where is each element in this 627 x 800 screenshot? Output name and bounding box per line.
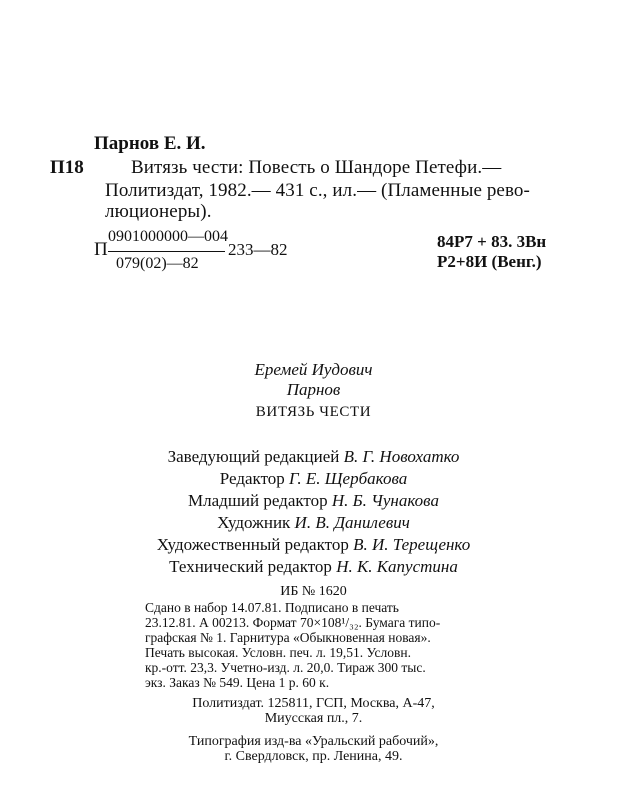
catalog-author: Парнов Е. И. [94, 133, 206, 154]
book-author-last: Парнов [286, 380, 341, 399]
fraction-numerator: 0901000000—004 [108, 228, 228, 245]
staff-name: В. Г. Новохатко [343, 447, 460, 466]
imprint-line: графская № 1. Гарнитура «Обыкновенная новая». [145, 630, 431, 645]
catalog-code: П18 [50, 157, 84, 178]
staff-name: В. И. Терещенко [353, 535, 471, 554]
staff-role: Художник [217, 513, 291, 532]
staff-line [0, 491, 627, 511]
staff-name: Н. К. Капустина [336, 557, 458, 576]
staff-role: Технический редактор [169, 557, 332, 576]
catalog-desc-line: люционеры). [105, 201, 212, 222]
fraction-suffix: 233—82 [228, 240, 288, 259]
imprint-line: 23.12.81. А 00213. Формат 70×108¹/₃₂. Бумага типо- [145, 615, 441, 630]
staff-name: Г. Е. Щербакова [289, 469, 408, 488]
imprint-line: Печать высокая. Условн. печ. л. 19,51. Условн. [145, 645, 411, 660]
imprint-line: экз. Заказ № 549. Цена 1 р. 60 к. [145, 675, 330, 690]
imprint-line: Сдано в набор 14.07.81. Подписано в печать [145, 600, 399, 615]
book-title: ВИТЯЗЬ ЧЕСТИ [255, 404, 372, 420]
publisher-address: Миусская пл., 7. [264, 711, 363, 726]
bbk-index: 84Р7 + 83. 3Вн [437, 232, 547, 251]
staff-role: Заведующий редакцией [167, 447, 340, 466]
staff-line [0, 513, 627, 533]
fraction-bar [108, 251, 225, 252]
printer-address: г. Свердловск, пр. Ленина, 49. [224, 749, 403, 764]
staff-role: Младший редактор [188, 491, 328, 510]
fraction-denominator: 079(02)—82 [116, 255, 199, 272]
catalog-desc-line: Витязь чести: Повесть о Шандоре Петефи.— [131, 157, 502, 178]
imprint-line: кр.-отт. 23,3. Учетно-изд. л. 20,0. Тираж 300 тыс. [145, 660, 426, 675]
imprint-ib: ИБ № 1620 [280, 584, 347, 599]
catalog-desc-line: Политиздат, 1982.— 431 с., ил.— (Пламенные рево- [105, 180, 530, 201]
bbk-index: Р2+8И (Венг.) [437, 252, 542, 271]
staff-line [0, 535, 627, 555]
staff-name: Н. Б. Чунакова [331, 491, 439, 510]
staff-line [0, 557, 627, 577]
book-author-first: Еремей Иудович [254, 360, 373, 379]
staff-role: Редактор [219, 469, 285, 488]
fraction-letter: П [94, 239, 108, 260]
printer-address: Типография изд-ва «Уральский рабочий», [188, 734, 439, 749]
publisher-address: Политиздат. 125811, ГСП, Москва, А-47, [192, 696, 435, 711]
staff-name: И. В. Данилевич [294, 513, 410, 532]
staff-line [0, 447, 627, 467]
staff-role: Художественный редактор [156, 535, 349, 554]
staff-line [0, 469, 627, 489]
